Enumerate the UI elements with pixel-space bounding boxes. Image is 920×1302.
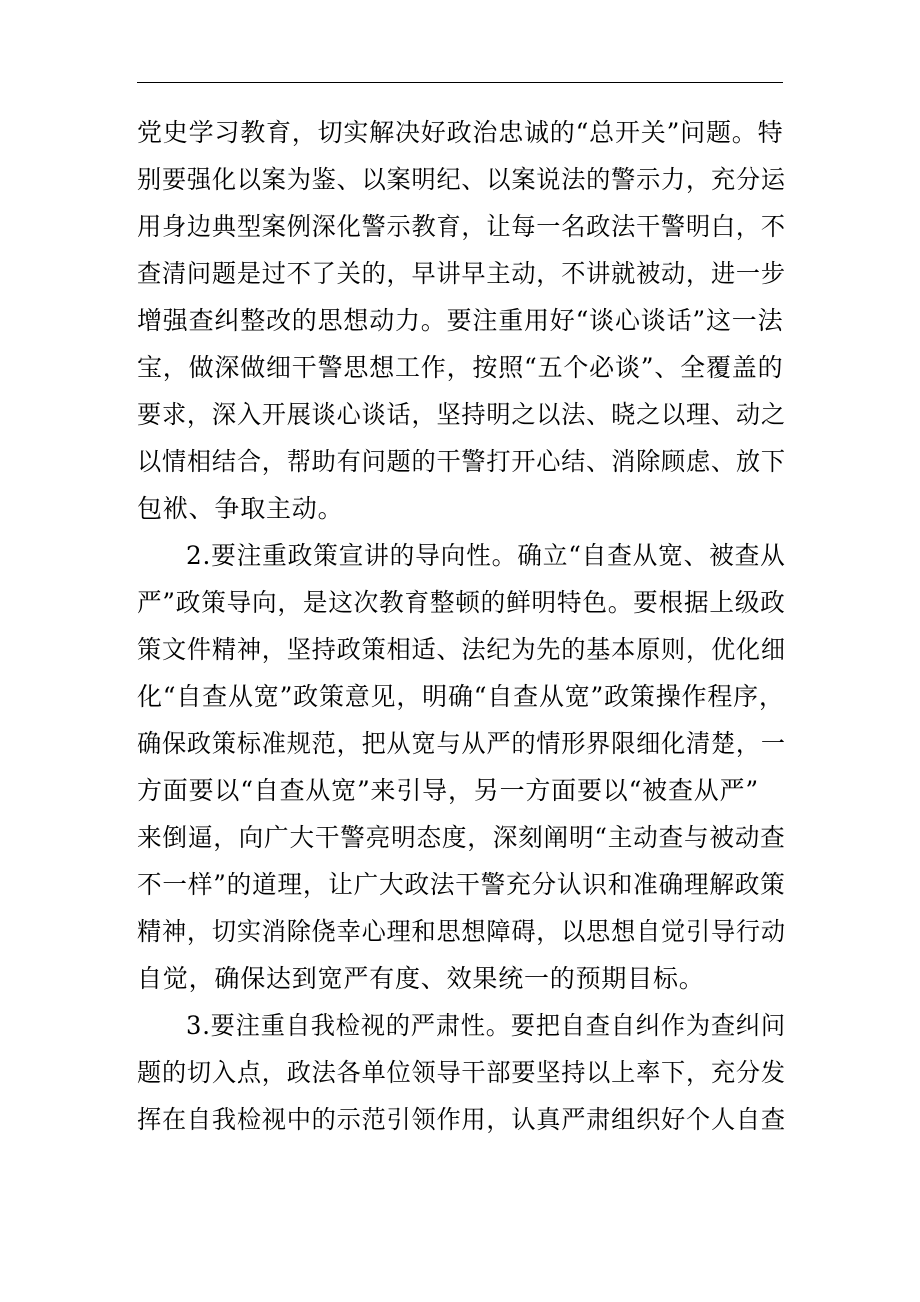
text-line: 来倒逼，向广大干警亮明态度，深刻阐明“主动查与被动查 bbox=[137, 823, 786, 852]
header-rule bbox=[137, 82, 783, 83]
text-line: 策文件精神，坚持政策相适、法纪为先的基本原则，优化细 bbox=[137, 635, 786, 664]
text-line: 以情相结合，帮助有问题的干警打开心结、消除顾虑、放下 bbox=[137, 447, 786, 476]
text-line: 包袱、争取主动。 bbox=[137, 494, 344, 523]
text-line: 增强查纠整改的思想动力。要注重用好“谈心谈话”这一法 bbox=[137, 306, 784, 335]
paragraph-heading-2: 2.要注重政策宣讲的导向性。确立“自查从宽、被查从 bbox=[186, 541, 786, 570]
text-line: 方面要以“自查从宽”来引导，另一方面要以“被查从严” bbox=[137, 776, 759, 805]
text-line: 化“自查从宽”政策意见，明确“自查从宽”政策操作程序， bbox=[137, 682, 785, 711]
text-line: 要求，深入开展谈心谈话，坚持明之以法、晓之以理、动之 bbox=[137, 400, 786, 429]
text-line: 确保政策标准规范，把从宽与从严的情形界限细化清楚，一 bbox=[137, 729, 786, 758]
text-line: 党史学习教育，切实解决好政治忠诚的“总开关”问题。特 bbox=[137, 118, 784, 147]
text-line: 不一样”的道理，让广大政法干警充分认识和准确理解政策 bbox=[137, 870, 786, 899]
text-line: 查清问题是过不了关的，早讲早主动，不讲就被动，进一步 bbox=[137, 259, 786, 288]
text-line: 挥在自我检视中的示范引领作用，认真严肃组织好个人自查 bbox=[137, 1105, 786, 1134]
text-line: 自觉，确保达到宽严有度、效果统一的预期目标。 bbox=[137, 964, 705, 993]
text-line: 题的切入点，政法各单位领导干部要坚持以上率下，充分发 bbox=[137, 1058, 786, 1087]
paragraph-heading-3: 3.要注重自我检视的严肃性。要把自查自纠作为查纠问 bbox=[186, 1011, 786, 1040]
text-line: 宝，做深做细干警思想工作，按照“五个必谈”、全覆盖的 bbox=[137, 353, 784, 382]
text-line: 精神，切实消除侥幸心理和思想障碍，以思想自觉引导行动 bbox=[137, 917, 786, 946]
text-line: 用身边典型案例深化警示教育，让每一名政法干警明白，不 bbox=[137, 212, 786, 241]
text-line: 严”政策导向，是这次教育整顿的鲜明特色。要根据上级政 bbox=[137, 588, 786, 617]
text-line: 别要强化以案为鉴、以案明纪、以案说法的警示力，充分运 bbox=[137, 165, 786, 194]
